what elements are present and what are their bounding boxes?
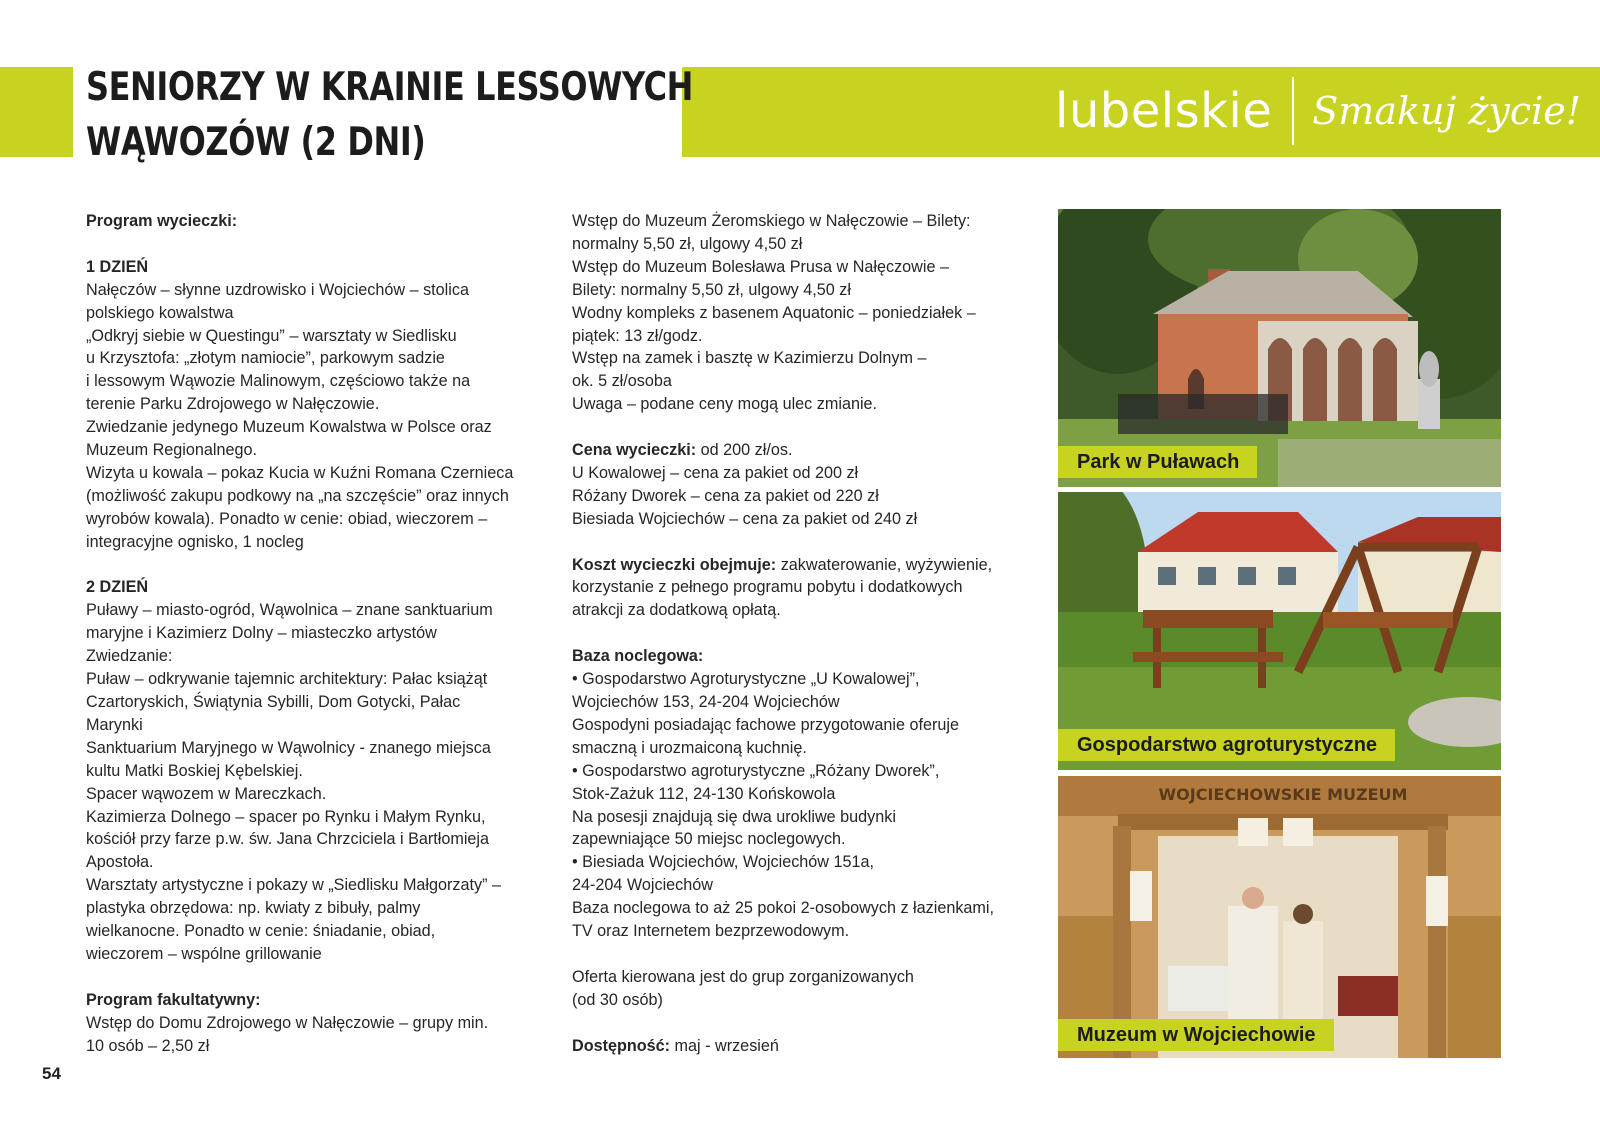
- text-line: Kazimierza Dolnego – spacer po Rynku i Małym Rynku,: [86, 807, 486, 826]
- text-line: 10 osób – 2,50 zł: [86, 1036, 210, 1055]
- price-value: od 200 zł/os.: [696, 441, 793, 460]
- text-line: wielkanocne. Ponadto w cenie: śniadanie, obiad,: [86, 922, 436, 941]
- header-accent-bar-left: [0, 67, 73, 157]
- text-line: Wstęp na zamek i basztę w Kazimierzu Dolnym –: [572, 349, 927, 368]
- price-line: [572, 439, 1017, 462]
- program-heading: Program wycieczki:: [86, 212, 238, 230]
- text-line: Biesiada Wojciechów – cena za pakiet od 240 zł: [572, 509, 918, 528]
- text-line: zapewniające 50 miejsc noclegowych.: [572, 830, 846, 849]
- text-line: Wodny kompleks z basenem Aquatonic – poniedziałek –: [572, 303, 976, 322]
- text-line: Puław – odkrywanie tajemnic architektury: Pałac książąt: [86, 670, 488, 689]
- brand-divider: [1292, 77, 1294, 145]
- text-line: Na posesji znajdują się dwa urokliwe budynki: [572, 807, 896, 826]
- cost-line: [572, 554, 1017, 577]
- region-brand-logo: [1055, 76, 1581, 146]
- text-line: piątek: 13 zł/godz.: [572, 326, 703, 345]
- day1-heading: 1 DZIEŃ: [86, 257, 149, 276]
- availability-label: Dostępność:: [572, 1036, 671, 1055]
- text-line: Różany Dworek – cena za pakiet od 220 zł: [572, 486, 879, 505]
- text-line: „Odkryj siebie w Questingu” – warsztaty w Siedlisku: [86, 326, 457, 345]
- text-line: u Krzysztofa: „złotym namiocie”, parkowym sadzie: [86, 349, 445, 368]
- text-line: TV oraz Internetem bezprzewodowym.: [572, 922, 850, 941]
- photo-caption: Park w Puławach: [1058, 446, 1257, 478]
- text-line: Baza noclegowa to aż 25 pokoi 2-osobowych z łazienkami,: [572, 899, 995, 918]
- text-line: i lessowym Wąwozie Malinowym, częściowo także na: [86, 372, 471, 391]
- text-line: Spacer wąwozem w Mareczkach.: [86, 784, 327, 803]
- text-line: ok. 5 zł/osoba: [572, 372, 672, 391]
- text-line: atrakcji za dodatkową opłatą.: [572, 601, 781, 620]
- text-line: Marynki: [86, 715, 143, 734]
- text-line: Wstęp do Domu Zdrojowego w Nałęczowie – grupy min.: [86, 1013, 489, 1032]
- text-line: • Gospodarstwo Agroturystyczne „U Kowalowej”,: [572, 670, 920, 689]
- day1-text: [86, 279, 546, 554]
- text-line: Muzeum Regionalnego.: [86, 441, 257, 460]
- text-line: • Gospodarstwo agroturystyczne „Różany Dworek”,: [572, 761, 940, 780]
- text-line: Wizyta u kowala – pokaz Kucia w Kuźni Romana Czernieca: [86, 463, 514, 482]
- page-title: [86, 60, 694, 170]
- brand-slogan: Smakuj życie!: [1312, 89, 1582, 133]
- lodging-text: [572, 668, 1017, 943]
- title-line-1: SENIORZY W KRAINIE LESSOWYCH: [86, 65, 694, 110]
- availability-line: [572, 1035, 1017, 1058]
- museum-interior-photo-icon: [1058, 776, 1501, 1058]
- text-line: kultu Matki Boskiej Kębelskiej.: [86, 761, 303, 780]
- tickets-text: [572, 210, 1017, 416]
- text-line: Apostoła.: [86, 853, 154, 872]
- lodging-heading: Baza noclegowa:: [572, 647, 704, 666]
- text-line: Wstęp do Muzeum Bolesława Prusa w Nałęczowie –: [572, 257, 949, 276]
- text-line: Gospodyni posiadając fachowe przygotowanie oferuje: [572, 715, 959, 734]
- text-line: korzystanie z pełnego programu pobytu i dodatkowych: [572, 578, 963, 597]
- text-line: terenie Parku Zdrojowego w Nałęczowie.: [86, 395, 380, 414]
- text-line: Wojciechów 153, 24-204 Wojciechów: [572, 692, 840, 711]
- photo-caption: Gospodarstwo agroturystyczne: [1058, 729, 1395, 761]
- photo-caption: Muzeum w Wojciechowie: [1058, 1019, 1334, 1051]
- text-line: Uwaga – podane ceny mogą ulec zmianie.: [572, 395, 878, 414]
- cost-label: Koszt wycieczki obejmuje:: [572, 555, 777, 574]
- text-line: Zwiedzanie:: [86, 647, 173, 666]
- text-line: plastyka obrzędowa: np. kwiaty z bibuły, palmy: [86, 899, 421, 918]
- text-line: integracyjne ognisko, 1 nocleg: [86, 532, 304, 551]
- brand-region: lubelskie: [1055, 83, 1273, 139]
- text-line: Bilety: normalny 5,50 zł, ulgowy 4,50 zł: [572, 280, 851, 299]
- price-label: Cena wycieczki:: [572, 441, 697, 460]
- text-line: Stok-Zażuk 112, 24-130 Końskowola: [572, 784, 836, 803]
- museum-sign: WOJCIECHOWSKIE MUZEUM: [1158, 785, 1408, 804]
- text-line: normalny 5,50 zł, ulgowy 4,50 zł: [572, 234, 803, 253]
- text-line: Oferta kierowana jest do grup zorganizowanych: [572, 967, 914, 986]
- program-column: [86, 210, 546, 1057]
- text-line: • Biesiada Wojciechów, Wojciechów 151a,: [572, 853, 874, 872]
- text-line: Sanktuarium Maryjnego w Wąwolnicy - znanego miejsca: [86, 738, 491, 757]
- details-column: [572, 210, 1017, 1057]
- title-line-2: WĄWOZÓW (2 DNI): [86, 120, 426, 165]
- text-line: 24-204 Wojciechów: [572, 876, 713, 895]
- photo-park-pulawy: [1058, 209, 1501, 487]
- availability-value: maj - wrzesień: [670, 1036, 779, 1055]
- text-line: Warsztaty artystyczne i pokazy w „Siedlisku Małgorzaty” –: [86, 876, 502, 895]
- text-line: Czartoryskich, Świątynia Sybilli, Dom Gotycki, Pałac: [86, 693, 461, 711]
- text-line: kościół przy farze p.w. św. Jana Chrzciciela i Bartłomieja: [86, 830, 490, 849]
- text-line: U Kowalowej – cena za pakiet od 200 zł: [572, 463, 859, 482]
- day2-text: [86, 599, 546, 966]
- text-line: wyrobów kowala). Ponadto w cenie: obiad, wieczorem –: [86, 509, 488, 528]
- text-line: Zwiedzanie jedynego Muzeum Kowalstwa w Polsce oraz: [86, 418, 492, 437]
- page-number: 54: [42, 1064, 61, 1083]
- text-line: polskiego kowalstwa: [86, 303, 234, 322]
- text-line: wieczorem – wspólne grillowanie: [86, 944, 322, 963]
- text-line: Wstęp do Muzeum Żeromskiego w Nałęczowie – Bilety:: [572, 212, 971, 230]
- text-line: Nałęczów – słynne uzdrowisko i Wojciechów – stolica: [86, 280, 469, 299]
- text-line: (możliwość zakupu podkowy na „na szczęście” oraz innych: [86, 486, 509, 505]
- optional-program-heading: Program fakultatywny:: [86, 990, 261, 1009]
- photo-farm: [1058, 492, 1501, 770]
- cost-first: zakwaterowanie, wyżywienie,: [776, 555, 993, 574]
- text-line: (od 30 osób): [572, 990, 663, 1009]
- photo-museum: [1058, 776, 1501, 1058]
- text-line: Puławy – miasto-ogród, Wąwolnica – znane sanktuarium: [86, 601, 493, 620]
- text-line: smaczną i urozmaiconą kuchnię.: [572, 738, 807, 757]
- day2-heading: 2 DZIEŃ: [86, 578, 149, 597]
- text-line: maryjne i Kazimierz Dolny – miasteczko artystów: [86, 624, 437, 643]
